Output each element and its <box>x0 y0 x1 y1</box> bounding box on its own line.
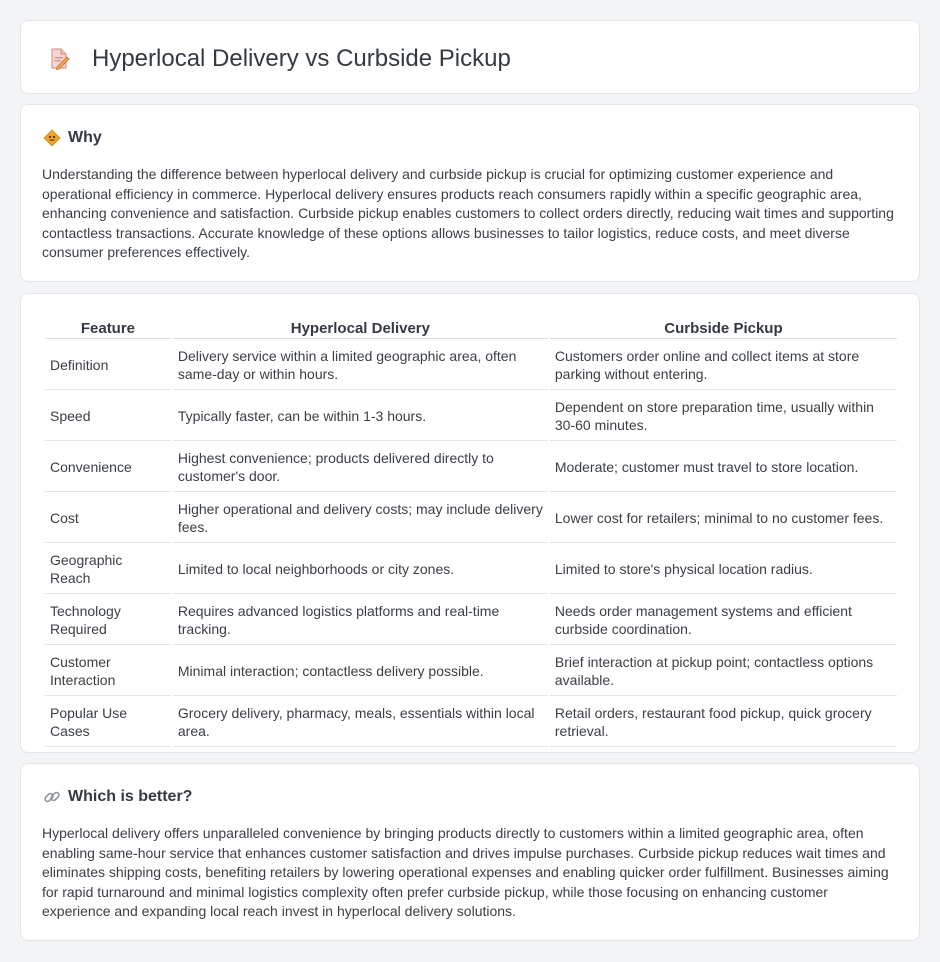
comparison-section <box>20 293 920 753</box>
hyperlocal-cell: Delivery service within a limited geographic area, often same-day or within hours. <box>173 341 548 390</box>
why-heading <box>43 127 102 149</box>
table-row <box>45 596 897 645</box>
table-row <box>45 545 897 594</box>
feature-cell: Definition <box>45 341 171 390</box>
curbside-cell: Dependent on store preparation time, usually within 30-60 minutes. <box>550 392 897 441</box>
which-is-better-section <box>20 763 920 941</box>
curbside-cell: Needs order management systems and efficient curbside coordination. <box>550 596 897 645</box>
hyperlocal-cell: Limited to local neighborhoods or city zones. <box>173 545 548 594</box>
feature-cell: Speed <box>45 392 171 441</box>
better-heading <box>43 786 192 808</box>
link-icon <box>43 788 61 806</box>
header-curbside: Curbside Pickup <box>550 318 897 339</box>
feature-cell: Customer Interaction <box>45 647 171 696</box>
hyperlocal-cell: Highest convenience; products delivered directly to customer's door. <box>173 443 548 492</box>
feature-cell: Geographic Reach <box>45 545 171 594</box>
curbside-cell: Brief interaction at pickup point; contactless options available. <box>550 647 897 696</box>
feature-cell: Convenience <box>45 443 171 492</box>
why-text: Understanding the difference between hyperlocal delivery and curbside pickup is crucial for optimizing customer experience and operational efficiency in commerce. Hyperlocal delivery ensures products reach consumers rapidly within a specific geographic area, enhancing convenience and satisfaction. Curbside pickup enables customers to collect orders directly, reducing wait times and supporting contactless transactions. Accurate knowledge of these options allows businesses to tailor logistics, reduce costs, and meet diverse consumer preferences effectively. <box>42 166 894 260</box>
header-hyperlocal: Hyperlocal Delivery <box>173 318 548 339</box>
page-title: Hyperlocal Delivery vs Curbside Pickup <box>92 45 511 72</box>
table-row <box>45 443 897 492</box>
hyperlocal-cell: Minimal interaction; contactless delivery possible. <box>173 647 548 696</box>
feature-cell: Popular Use Cases <box>45 698 171 747</box>
better-title: Which is better? <box>68 788 193 805</box>
table-row <box>45 647 897 696</box>
comparison-table <box>43 316 899 749</box>
title-card <box>20 20 920 94</box>
hyperlocal-cell: Requires advanced logistics platforms and real-time tracking. <box>173 596 548 645</box>
feature-cell: Cost <box>45 494 171 543</box>
hyperlocal-cell: Typically faster, can be within 1-3 hours. <box>173 392 548 441</box>
why-section <box>20 104 920 282</box>
curbside-cell: Customers order online and collect items at store parking without entering. <box>550 341 897 390</box>
better-text: Hyperlocal delivery offers unparalleled convenience by bringing products directly to customers within a limited geographic area, often enabling same-hour service that enhances customer satisfaction and drives impulse purchases. Curbside pickup reduces wait times and eliminates shipping costs, benefiting retailers by lowering operational expenses and enabling quicker order fulfillment. Businesses aiming for rapid turnaround and minimal logistics complexity often prefer curbside pickup, while those focusing on enhancing customer experience and expanding local reach invest in hyperlocal delivery solutions. <box>42 825 889 919</box>
curbside-cell: Lower cost for retailers; minimal to no customer fees. <box>550 494 897 543</box>
table-row <box>45 494 897 543</box>
curbside-cell: Moderate; customer must travel to store location. <box>550 443 897 492</box>
table-row <box>45 341 897 390</box>
curbside-cell: Retail orders, restaurant food pickup, quick grocery retrieval. <box>550 698 897 747</box>
diamond-sign-icon <box>43 129 61 147</box>
why-title: Why <box>68 129 102 146</box>
table-row <box>45 392 897 441</box>
feature-cell: Technology Required <box>45 596 171 645</box>
curbside-cell: Limited to store's physical location radius. <box>550 545 897 594</box>
table-header-row <box>45 318 897 339</box>
header-feature: Feature <box>45 318 171 339</box>
hyperlocal-cell: Higher operational and delivery costs; may include delivery fees. <box>173 494 548 543</box>
document-pencil-icon <box>47 47 71 71</box>
hyperlocal-cell: Grocery delivery, pharmacy, meals, essentials within local area. <box>173 698 548 747</box>
table-row <box>45 698 897 747</box>
